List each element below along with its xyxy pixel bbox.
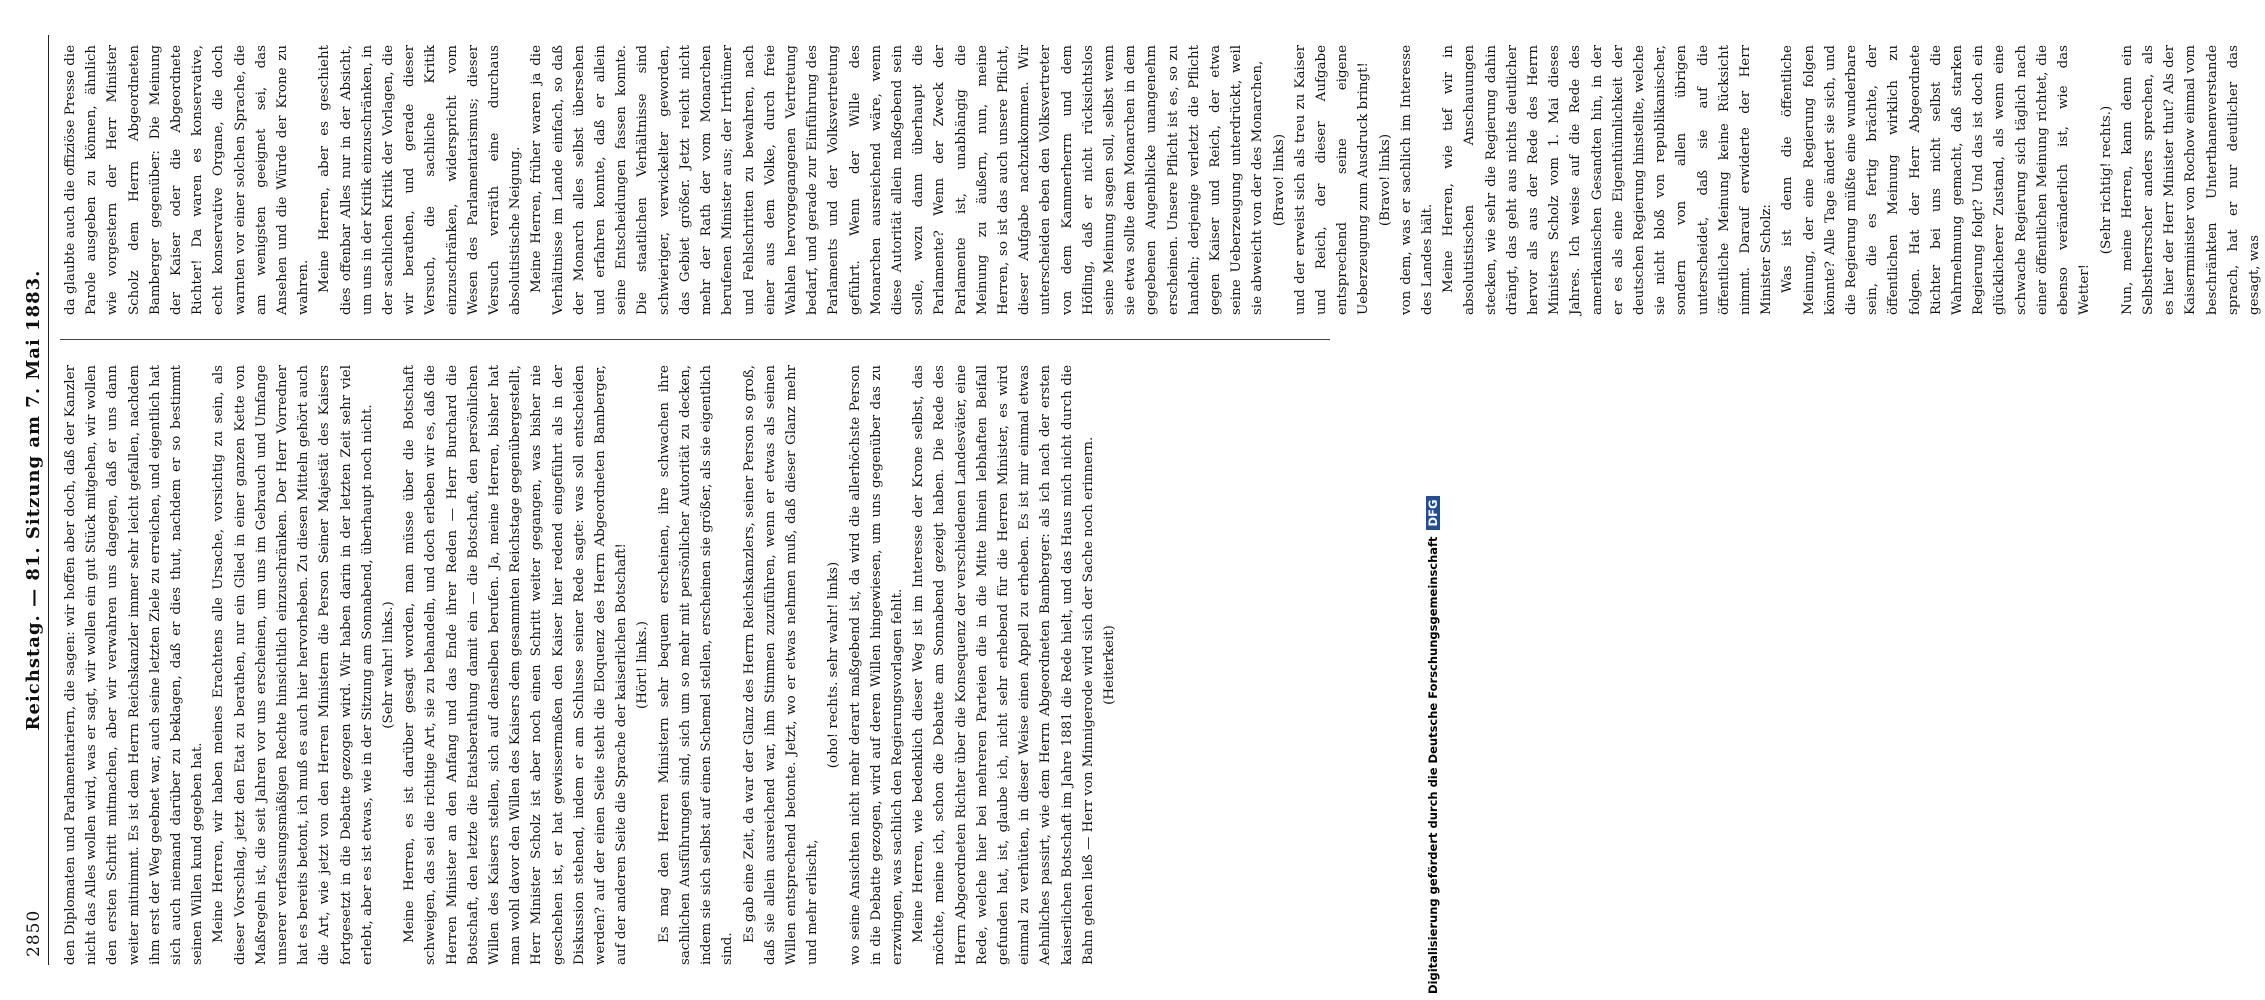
paragraph: von dem, was er sachlich im Interesse des Landes hält. xyxy=(1398,45,1435,315)
paragraph: da glaubte auch die offiziöse Presse die Parole ausgeben zu können, ähnlich wie vorgestern der Herr Minister Scholz dem Herrn Abgeordneten Bamberger gegenüber: Die Meinung der Kaiser oder die Abgeordnete Richter! Da waren es konservative, echt konservative Organe, die doch warnten vor einer solchen Sprache, die am wenigsten geeignet sei, das Ansehen und die Würde der Krone zu wahren. xyxy=(63,45,312,315)
paragraph: den Diplomaten und Parlamentariern, die sagen: wir hoffen aber doch, daß der Kanzler nicht das Alles wollen wird, was er sagt, wir wollen ein gut Stück mitgehen, wir wollen den ersten Schritt mitmachen, aber wir verwahren uns dagegen, daß er uns dann weiter mitnimmt. Es ist dem Herrn Reichskanzler immer sehr leicht gefallen, nachdem ihm erst der Weg geebnet war, auch seine letzten Ziele zu erreichen, und eigentlich hat sich auch niemand darüber zu beklagen, daß er dies thut, nachdem er so bestimmt seinen Willen kund gegeben hat. xyxy=(63,365,206,965)
interjection: (oho! rechts. sehr wahr! links) xyxy=(826,561,842,769)
paragraph: Meine Herren, wie tief wir in absolutistischen Anschauungen stecken, wie sehr die Regierung dahin drängt, das geht aus nichts deutlicher hervor als aus der Rede des Herrn Ministers Scholz vom 1. Mai dieses Jahres. Ich weise auf die Rede des amerikanischen Gesandten hin, in der er es als eine Eigenthümlichkeit der deutschen Regierung hinstellte, welche sie nicht bloß von republikanischer, sondern von allen übrigen unterscheidet, daß sie auf die öffentliche Meinung keine Rücksicht nimmt. Darauf erwiderte der Herr Minister Scholz: xyxy=(1441,45,1775,315)
right-text-column xyxy=(60,45,2262,315)
paragraph: Nun, meine Herren, kann denn ein Selbstherrscher anders sprechen, als es hier der Herr Minister thut? Als der Kaiserminister von Rochow einmal vom beschränkten Unterthanenverstande sprach, hat er nur deutlicher das gesagt, was xyxy=(2119,45,2262,315)
interjection: (Bravo! links) xyxy=(1271,133,1287,227)
interjection: (Hört! links.) xyxy=(635,620,651,710)
page-number: 2850 xyxy=(24,909,44,957)
paragraph: wo seine Ansichten nicht mehr derart maßgebend ist, da wird die allerhöchste Person in die Debatte gezogen, wird auf deren Willen hingewiesen, um uns gegenüber das zu erzwingen, was sachlich den Regierungsvorlagen fehlt. xyxy=(847,365,905,965)
paragraph: Meine Herren, wir haben meines Erachtens alle Ursache, vorsichtig zu sein, als dieser Vorschlag, jetzt den Etat zu berathen, nur ein Glied in einer ganzen Kette von Maßregeln ist, die seit Jahren vor uns erscheinen, um uns im Gebrauch und Umfange unserer verfassungsmäßigen Rechte hinsichtlich einzuschränken. Der Herr Vorredner hat es bereits betont, ich muß es auch hier hervorheben. Zu diesen Mitteln gehört auch die Art, wie jetzt von den Herren Ministern die Person Seiner Majestät des Kaisers fortgesetzt in die Debatte gezogen wird. Wir haben darin in der letzten Zeit sehr viel erlebt, aber es ist etwas, wie in der Sitzung am Sonnabend, überhaupt noch nicht. xyxy=(211,365,375,965)
paragraph: Meine Herren, es ist darüber gesagt worden, man müsse über die Botschaft schweigen, das sei die richtige Art, sie zu behandeln, und doch erleben wir es, daß die Herren Minister an den Anfang und das Ende ihrer Reden — Herr Burchard die Botschaft, den letzte die Etatsberathung damit ein — die Botschaft, den persönlichen Willen des Kaisers stellen, sich auf denselben berufen. Ja, meine Herren, bisher hat man wohl davor den Willen des Kaisers dem gesammten Reichstage gegenübergestellt, Herr Minister Scholz ist aber noch einen Schritt weiter gegangen, was bisher nie geschehen ist, er hat gewissermaßen den Kaiser hier redend eingeführt als in der Diskussion stehend, indem er am Schlusse seiner Rede sagte: was soll entscheiden werden? auf der einen Seite steht die Eloquenz des Herrn Abgeordneten Bamberger, auf der anderen Seite die Sprache der kaiserlichen Botschaft! xyxy=(402,365,630,965)
paragraph: Meine Herren, aber es geschieht dies offenbar Alles nur in der Absicht, um uns in der Kritik einzuschränken, in der sachlichen Kritik der Vorlagen, die wir berathen, und gerade dieser Versuch, die sachliche Kritik einzuschränken, widerspricht vom Wesen des Parlamentarismus; dieser Versuch verräth eine durchaus absolutistische Neigung. xyxy=(317,45,524,315)
interjection: (Sehr wahr! links.) xyxy=(381,601,397,729)
page-title: Reichstag. — 81. Sitzung am 7. Mai 1883. xyxy=(23,269,44,731)
digitization-stamp xyxy=(1408,4,1440,994)
paragraph: Meine Herren, wie bedenklich dieser Weg ist im Interesse der Krone selbst, das möchte, meine ich, schon die Debatte am Sonnabend gezeigt haben. Die Rede des Herrn Abgeordneten Richter über die Konsequenz der verschiedenen Landesväter, eine Rede, welche hier bei mehreren Parteien die in die Mitte hinein lebhaften Beifall gefunden hat, ist, glaube ich, nicht sehr erhebend für die Herren Minister, es wird einmal zu verhüten, in dieser Weise einen Appell zu erheben. Es ist mir einmal etwas Aehnliches passirt, wie dem Herrn Abgeordneten Bamberger: als ich nach der ersten kaiserlichen Botschaft im Jahre 1881 die Rede hielt, und das Haus mich nicht durch die Bahn gehen ließ — Herr von Minnigerode wird sich der Sache noch erinnern. xyxy=(911,365,1096,965)
paragraph: Es mag den Herren Ministern sehr bequem erscheinen, ihre schwachen ihre sachlichen Ausführungen sind, sich um so mehr mit persönlicher Autorität zu decken, indem sie sich selbst auf einen Schemel stellen, erscheinen sie größer, als sie eigentlich sind. xyxy=(656,365,736,965)
interjection: (Sehr richtig! rechts.) xyxy=(2098,105,2114,255)
paragraph: und der erweist sich als treu zu Kaiser und Reich, der dieser Aufgabe entsprechend seine eigene Ueberzeugung zum Ausdruck bringt! xyxy=(1292,45,1372,315)
page-header xyxy=(20,35,49,965)
paragraph: Was ist denn die öffentliche Meinung, der eine Regierung folgen könnte? Alle Tage ändert sie sich, und die Regierung müßte eine wunderbare sein, die es fertig brächte, der öffentlichen Meinung wirklich zu folgen. Hat der Herr Abgeordnete Richter bei uns nicht selbst die Wahrnehmung gemacht, daß starken Regierung folgt? Und das ist doch ein glücklicherer Zustand, als wenn eine schwache Regierung sich täglich nach einer öffentlichen Meinung richtet, die ebenso veränderlich ist, wie das Wetter! xyxy=(1780,45,2093,315)
column-divider xyxy=(60,339,1330,340)
stamp-text: Digitalisierung gefördert durch die Deutsche Forschungsgemeinschaft xyxy=(1426,536,1440,994)
paragraph: Es gab eine Zeit, da war der Glanz des Herrn Reichskanzlers, seiner Person so groß, daß sie allein ausreichend war, ihm Stimmen zuzuführen, wenn er etwas als seinen Willen entsprechend betonte. Jetzt, wo er etwas nehmen muß, daß dieser Glanz mehr und mehr erlischt, xyxy=(741,365,821,965)
interjection: (Bravo! links) xyxy=(1377,133,1393,227)
interjection: (Heiterkeit) xyxy=(1101,625,1117,705)
paragraph: Meine Herren, früher waren ja die Verhältnisse im Lande einfach, so daß der Monarch alles selbst übersehen und erfahren konnte, daß er allein seine Entscheidungen fassen konnte. Die staatlichen Verhältnisse sind schwieriger, verwickelter geworden, das Gebiet größer. Jetzt reicht nicht mehr der Rath der vom Monarchen berufenen Minister aus; der Irrthümer und Fehlschritten zu bewahren, nach einer aus dem Volke, durch freie Wahlen hervorgegangenen Vertretung bedarf, und gerade zur Einführung des Parlaments und der Volksvertretung geführt. Wenn der Wille des Monarchen ausreichend wäre, wenn diese Autorität allein maßgebend sein solle, wozu dann überhaupt die Parlamente? Wenn der Zweck der Parlamente ist, unabhängig die Meinung zu äußern, nun, meine Herren, so ist das auch unsere Pflicht, dieser Aufgabe nachzukommen. Wir unterscheiden eben den Volksvertreter von dem Kammerherrn und dem Höfling, daß er nicht rücksichtslos seine Meinung sagen soll, selbst wenn sie etwa sollte dem Monarchen in dem gegebenen Augenblicke unangenehm erscheinen. Unsere Pflicht ist es, so zu handeln; derjenige verletzt die Pflicht gegen Kaiser und Reich, der etwa seine Ueberzeugung unterdrückt, weil sie abweicht von der des Monarchen, xyxy=(529,45,1266,315)
dfg-logo: DFG xyxy=(1426,496,1440,531)
left-text-column xyxy=(60,365,1340,965)
